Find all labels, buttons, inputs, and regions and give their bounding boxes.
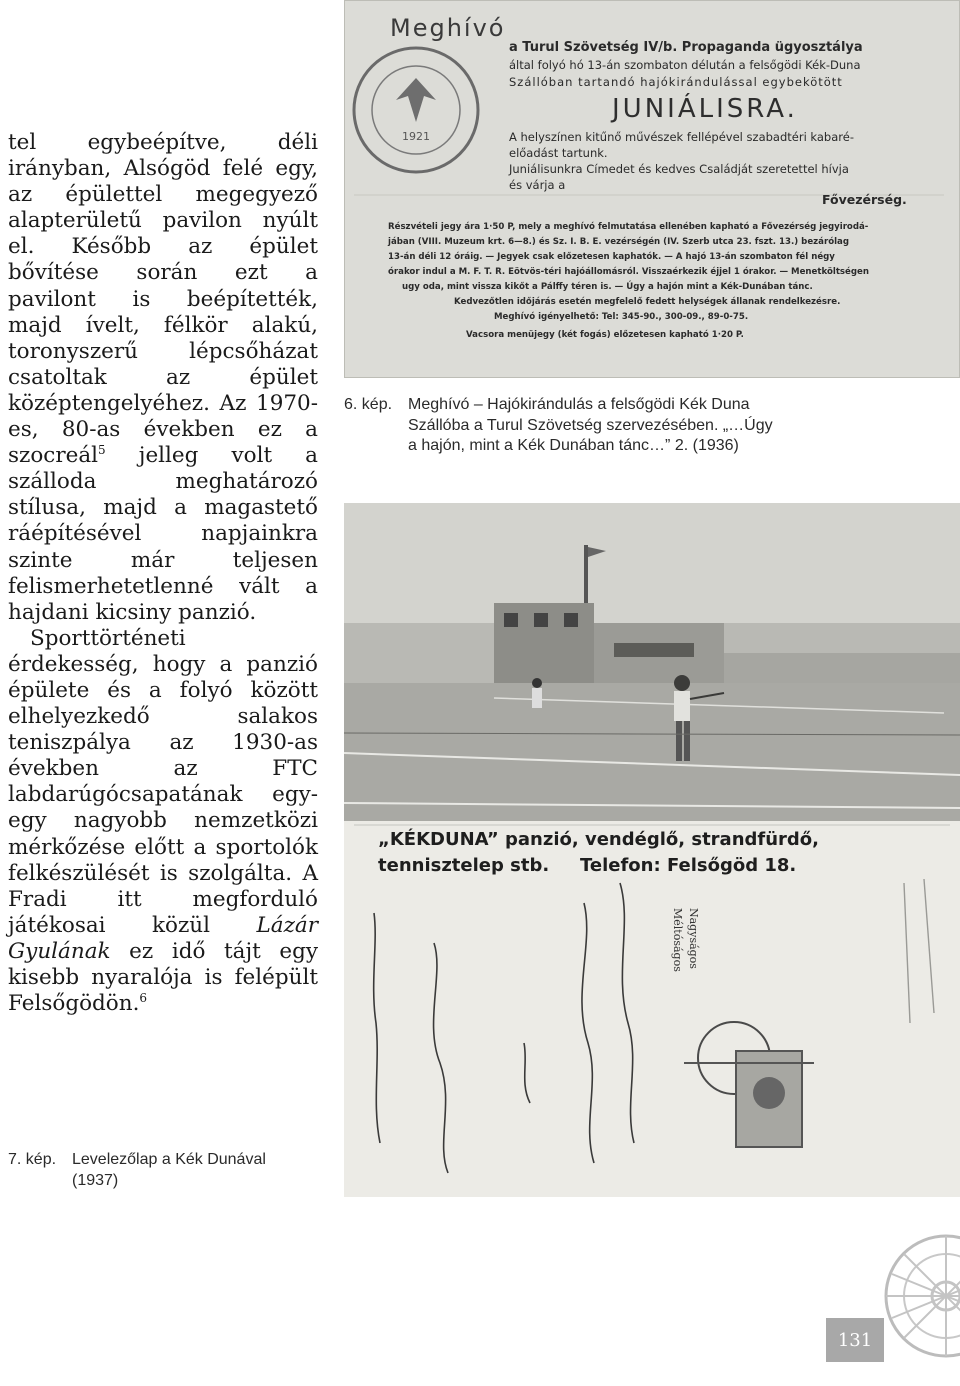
paragraph-1-end: jelleg volt a szálloda meghatározó stílusa, majd a magastető ráépítésével napjainkra szinte már teljesen felismerhetetlenné vált a hajdani kicsiny panzió. <box>8 443 318 625</box>
tennis-court-photo <box>344 503 960 821</box>
postcard-graphic <box>344 503 960 1197</box>
invitation-fine-2: jában (VIII. Muzeum krt. 6—8.) és Sz. I. B. E. vezérségén (IV. Szerb utca 23. fszt. 13.) bezárólag <box>388 237 849 247</box>
footnote-ref-6[interactable]: 6 <box>139 990 148 1005</box>
caption-photo-6 <box>344 395 824 457</box>
caption-2-line-2: (1937) <box>72 1171 119 1189</box>
svg-text:1921: 1921 <box>402 130 430 143</box>
postcard-line-2: tennisztelep stb. <box>378 855 550 876</box>
round-seal-icon <box>354 48 478 172</box>
invitation-line-1: a Turul Szövetség IV/b. Propaganda ügyosztálya <box>509 40 863 55</box>
page-number: 131 <box>826 1318 884 1362</box>
invitation-line-6: Juniálisunkra Címedet és kedves Családját szeretettel hívja <box>509 162 849 176</box>
invitation-fine-4: órakor indul a M. F. T. R. Eötvös-téri hajóállomásról. Visszaérkezik éjjel 1 órakor. — Menetköltségen <box>388 267 869 277</box>
invitation-fine-1: Részvételi jegy ára 1·50 P, mely a meghívó felmutatása ellenében kapható a Fővezérség jegyirodá- <box>388 222 869 232</box>
wheel-ornament-icon <box>874 1226 960 1366</box>
postcard-name-line: „KÉKDUNA” panzió, vendéglő, strandfürdő, <box>378 829 820 850</box>
invitation-fine-8: Vacsora menüjegy (két fogás) előzetesen kapható 1·20 P. <box>466 330 744 340</box>
caption-1-line-3: a hajón, mint a Kék Dunában tánc…” 2. (1936) <box>408 437 739 454</box>
svg-text:Nagyságos: Nagyságos <box>687 908 700 969</box>
invitation-line-4: A helyszínen kitűnő művészek fellépével szabadtéri kabaré- <box>509 130 854 144</box>
invitation-fine-5: ugy oda, mint vissza kikőt a Pálffy téren is. — Úgy a hajón mint a Kék-Dunában tánc. <box>402 282 813 292</box>
caption-1-line-2: Szállóba a Turul Szövetség szervezésében. „…Úgy <box>408 416 773 434</box>
invitation-line-7: és várja a <box>509 178 566 192</box>
paragraph-2-name: Lázár Gyulának <box>8 912 318 964</box>
paragraph-1 <box>8 130 318 626</box>
caption-photo-7 <box>8 1150 308 1191</box>
invitation-line-5: előadást tartunk. <box>509 146 608 160</box>
paragraph-1-text: tel egybeépítve, déli irányban, Alsógöd felé egy, az épülettel megegyező alapterületű pavilon nyúlt el. Később az épület bővítése során ezt a pavilont is beépítették, majd ívelt, félkör alakú, toronyszerű lépcsőházat csatoltak az épület középtengelyéhez. Az 1970-es, 80-as években ez a szocreál <box>8 130 318 469</box>
invitation-fine-7: Meghívó igényelhető: Tel: 345-90., 300-09., 89-0-75. <box>494 312 749 322</box>
caption-2-number: 7. kép. <box>8 1151 57 1168</box>
svg-text:Méltóságos: Méltóságos <box>671 908 684 972</box>
invitation-fine-6: Kedvezőtlen időjárás esetén megfelelő fedett helységek állanak rendelkezésre. <box>454 297 841 307</box>
postcard-photo <box>344 503 960 1197</box>
caption-1-line-1: Meghívó – Hajókirándulás a felsőgödi Kék Duna <box>408 396 750 413</box>
postcard-phone: Telefon: Felsőgöd 18. <box>580 855 797 876</box>
paragraph-2-end: ez idő tájt egy kisebb nyaralója is felépült Felsőgödön. <box>8 938 318 1017</box>
paragraph-2 <box>8 626 318 1017</box>
invitation-line-3: Szállóban tartandó hajókirándulással egybekötött <box>509 75 843 89</box>
invitation-photo <box>344 0 960 378</box>
paragraph-2-text: Sporttörténeti érdekesség, hogy a panzió épülete és a folyó között elhelyezkedő salakos teniszpálya az 1930-as években az FTC labdarúgócsapatának egy-egy nagyobb nemzetközi mérkőzése előtt a sportolók felkészülését is szolgálta. A Fradi itt megforduló játékosai közül <box>8 625 318 938</box>
footnote-ref-5[interactable]: 5 <box>98 442 106 457</box>
caption-1-number: 6. kép. <box>344 396 393 413</box>
invitation-signature: Fővezérség. <box>822 192 907 207</box>
invitation-fine-3: 13-án déli 12 óráig. — Jegyek csak előzetesen kaphatók. — A hajó 13-án szombaton fél négy <box>388 252 835 262</box>
invitation-headline: JUNIÁLISRA. <box>612 94 798 124</box>
body-text <box>8 130 318 1017</box>
second-player-icon <box>532 678 542 708</box>
invitation-line-2: által folyó hó 13-án szombaton délután a felsőgödi Kék-Duna <box>509 58 861 72</box>
invitation-title: Meghívó <box>390 14 506 42</box>
caption-2-line-1: Levelezőlap a Kék Dunával <box>72 1151 266 1168</box>
